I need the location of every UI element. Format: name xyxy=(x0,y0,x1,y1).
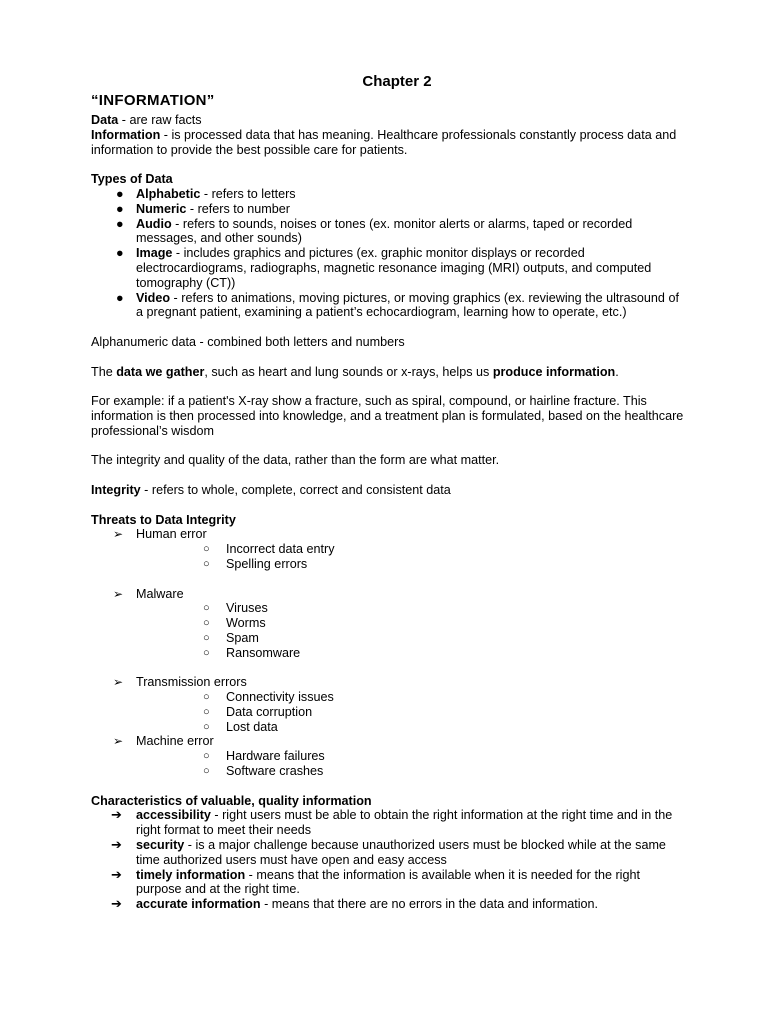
data-def: - are raw facts xyxy=(118,113,202,127)
circle-icon: ○ xyxy=(203,631,210,644)
threats-list xyxy=(91,527,688,779)
integrity-definition: Integrity - refers to whole, complete, correct and consistent data xyxy=(91,482,451,497)
list-item: ➔ accessibility - right users must be able to obtain the right information at the right time and in the right format to meet their needs xyxy=(111,807,673,838)
list-item: ○ Incorrect data entry xyxy=(203,542,335,557)
arrowhead-icon: ➢ xyxy=(113,586,124,601)
list-item: ○ Software crashes xyxy=(203,764,324,779)
data-definition xyxy=(91,113,688,128)
circle-icon: ○ xyxy=(203,750,210,763)
list-item: ➢ Malware ○ Viruses ○ Worms ○ Spam ○ Ransomware xyxy=(91,587,688,661)
circle-icon: ○ xyxy=(203,557,210,570)
sub-list xyxy=(136,601,688,660)
list-item: ➔ accurate information - means that there are no errors in the data and information. xyxy=(111,896,598,912)
arrowhead-icon: ➢ xyxy=(113,734,124,749)
list-item: ➢ Machine error ○ Hardware failures ○ Software crashes xyxy=(91,734,688,778)
example-text: For example: if a patient's X-ray show a fracture, such as spiral, compound, or hairline fracture. This information is then processed into knowledge, and a treatment plan is formulated, based on the healthcare professional’s wisdom xyxy=(91,394,684,438)
characteristics-heading: Characteristics of valuable, quality information xyxy=(91,793,372,808)
circle-icon: ○ xyxy=(203,691,210,704)
sub-list xyxy=(136,749,688,779)
circle-icon: ○ xyxy=(203,617,210,630)
list-item: ➢ Transmission errors ○ Connectivity issues ○ Data corruption ○ Lost data xyxy=(91,675,688,734)
list-item: ○ Data corruption xyxy=(203,704,313,719)
arrow-icon: ➔ xyxy=(111,896,122,912)
bullet-icon: ● xyxy=(116,246,124,261)
data-term: Data xyxy=(91,113,119,127)
arrowhead-icon: ➢ xyxy=(113,527,124,542)
sub-list xyxy=(136,690,688,734)
list-item: ○ Spelling errors xyxy=(203,556,308,571)
list-item: ➢ Human error ○ Incorrect data entry ○ Spelling errors xyxy=(91,527,688,571)
arrow-icon: ➔ xyxy=(111,866,122,882)
list-item: ○ Connectivity issues xyxy=(203,690,334,705)
circle-icon: ○ xyxy=(203,720,210,733)
types-list xyxy=(91,187,688,320)
circle-icon: ○ xyxy=(203,646,210,659)
alphanumeric-text: Alphanumeric data - combined both letters and numbers xyxy=(91,334,405,349)
circle-icon: ○ xyxy=(203,602,210,615)
information-definition xyxy=(91,128,688,158)
list-item: ● Audio - refers to sounds, noises or tones (ex. monitor alerts or alarms, taped or recorded messages, and other sounds) xyxy=(116,216,633,246)
bullet-icon: ● xyxy=(116,290,124,305)
list-item: ● Image - includes graphics and pictures (ex. graphic monitor displays or recorded electrocardiograms, radiographs, magnetic resonance imaging (MRI) outputs, and computed tomography (CT)) xyxy=(116,246,652,290)
list-item: ○ Viruses xyxy=(203,601,268,616)
list-item: ○ Worms xyxy=(203,616,266,631)
list-item: ● Alphabetic - refers to letters xyxy=(116,186,296,201)
circle-icon: ○ xyxy=(203,543,210,556)
list-item: ● Video - refers to animations, moving pictures, or moving graphics (ex. reviewing the ultrasound of a pregnant patient, examining a patient’s echocardiogram, learning how to operate, etc.) xyxy=(116,290,679,320)
gather-text: The data we gather, such as heart and lung sounds or x-rays, helps us produce information. xyxy=(91,364,619,379)
list-item: ○ Spam xyxy=(203,630,259,645)
integrity-quality-text: The integrity and quality of the data, rather than the form are what matter. xyxy=(91,453,500,468)
sub-list xyxy=(136,542,688,572)
list-item: ○ Lost data xyxy=(203,719,278,734)
list-item: ➔ security - is a major challenge because unauthorized users must be blocked while at the same time authorized users must have open and easy access xyxy=(111,837,666,867)
list-item: ○ Hardware failures xyxy=(203,749,325,764)
list-item: ➔ timely information - means that the information is available when it is needed for the right purpose and at the right time. xyxy=(111,866,640,897)
arrow-icon: ➔ xyxy=(111,837,122,853)
arrow-icon: ➔ xyxy=(111,807,122,823)
list-item: ○ Ransomware xyxy=(203,645,301,660)
chapter-heading: Chapter 2 xyxy=(362,73,432,90)
bullet-icon: ● xyxy=(116,216,124,231)
types-heading: Types of Data xyxy=(91,172,173,187)
information-term: Information xyxy=(91,127,161,142)
bullet-icon: ● xyxy=(116,186,124,201)
threats-heading: Threats to Data Integrity xyxy=(91,512,236,527)
arrowhead-icon: ➢ xyxy=(113,675,124,690)
list-item: ● Numeric - refers to number xyxy=(116,201,290,216)
characteristics-list xyxy=(91,808,688,912)
bullet-icon: ● xyxy=(116,201,124,216)
page-title: “INFORMATION” xyxy=(91,92,215,109)
circle-icon: ○ xyxy=(203,765,210,778)
information-def: - is processed data that has meaning. Healthcare professionals constantly process data and information to provide the best possible care for patients. xyxy=(91,127,677,157)
circle-icon: ○ xyxy=(203,705,210,718)
